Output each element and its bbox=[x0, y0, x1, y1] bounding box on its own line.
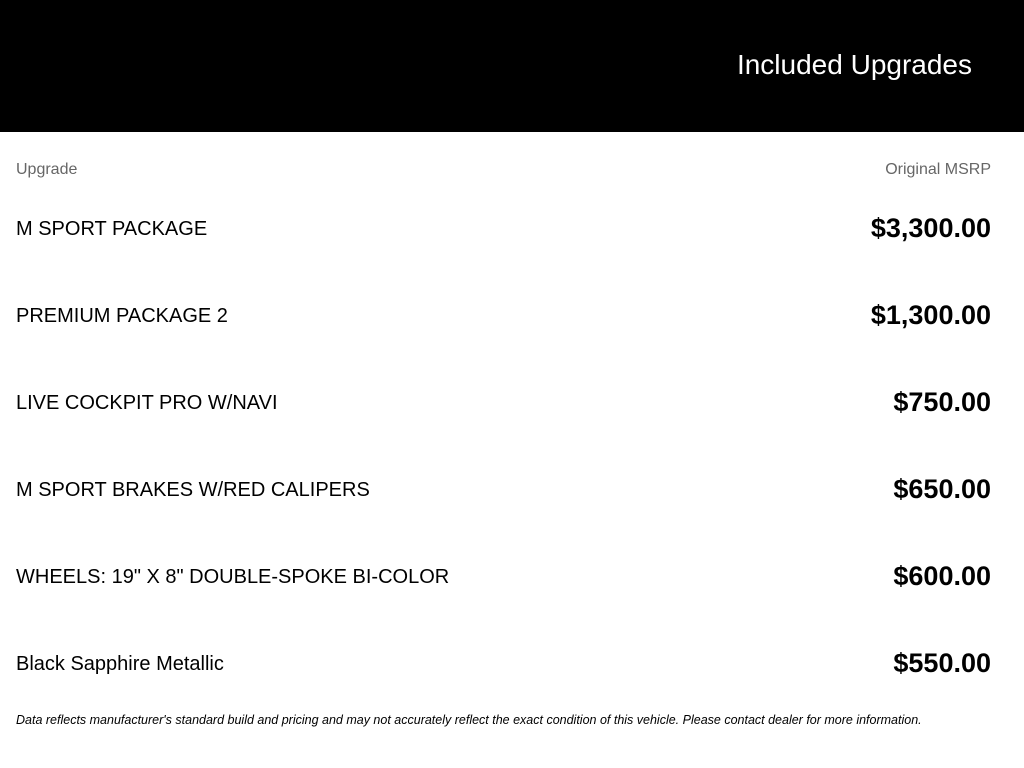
upgrade-row bbox=[16, 372, 991, 459]
upgrades-list bbox=[16, 198, 991, 720]
upgrade-price: $550.00 bbox=[893, 648, 991, 678]
upgrade-name: Black Sapphire Metallic bbox=[16, 653, 224, 675]
upgrade-price: $650.00 bbox=[893, 474, 991, 504]
page-title: Included Upgrades bbox=[736, 49, 972, 80]
column-header-msrp: Original MSRP bbox=[885, 161, 991, 178]
column-header-upgrade: Upgrade bbox=[16, 161, 78, 178]
upgrade-name: PREMIUM PACKAGE 2 bbox=[16, 305, 228, 327]
upgrade-name: LIVE COCKPIT PRO W/NAVI bbox=[16, 392, 278, 414]
upgrade-price: $600.00 bbox=[893, 561, 991, 591]
upgrade-price: $1,300.00 bbox=[870, 300, 991, 330]
upgrade-row bbox=[16, 546, 991, 633]
upgrade-row bbox=[16, 459, 991, 546]
disclaimer-text: Data reflects manufacturer's standard build and pricing and may not accurately reflect the exact condition of this vehicle. Please contact dealer for more information. bbox=[16, 713, 922, 727]
upgrade-name: WHEELS: 19" X 8" DOUBLE-SPOKE BI-COLOR bbox=[16, 566, 450, 588]
upgrade-row bbox=[16, 633, 991, 720]
upgrade-name: M SPORT PACKAGE bbox=[16, 218, 208, 240]
upgrade-row bbox=[16, 285, 991, 372]
header-bar bbox=[0, 0, 1024, 132]
upgrade-row bbox=[16, 198, 991, 285]
upgrade-price: $750.00 bbox=[893, 387, 991, 417]
upgrade-price: $3,300.00 bbox=[870, 213, 991, 243]
upgrade-name: M SPORT BRAKES W/RED CALIPERS bbox=[16, 479, 370, 501]
